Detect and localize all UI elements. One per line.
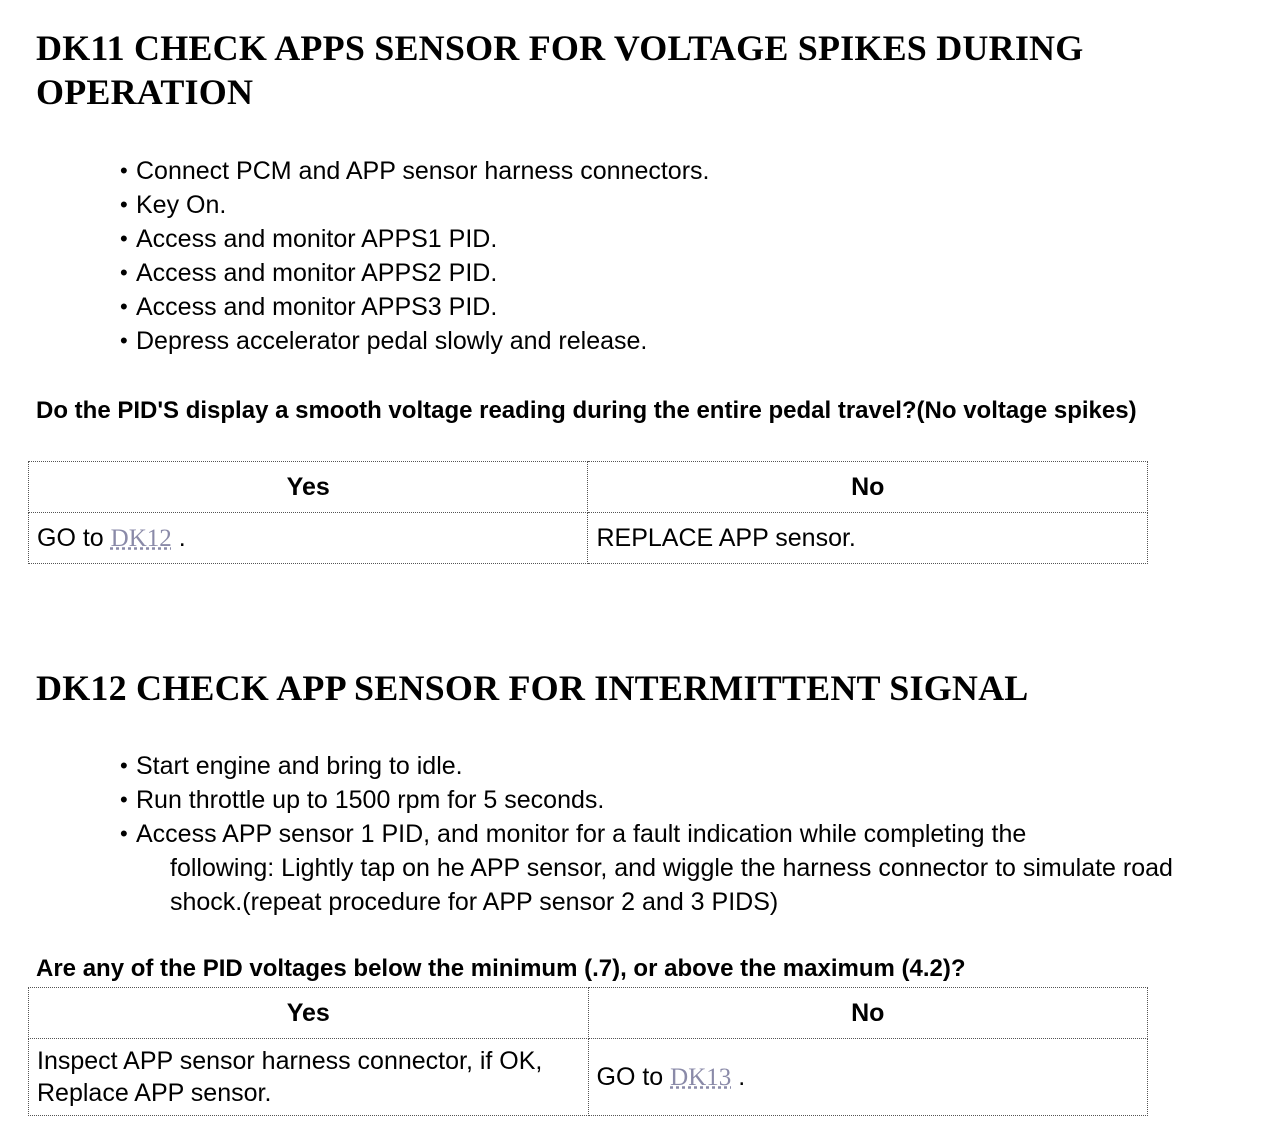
no-cell: REPLACE APP sensor. [588,513,1148,564]
bullet-icon: • [120,753,128,778]
section-title-dk12: DK12 CHECK APP SENSOR FOR INTERMITTENT SIGNAL [36,668,1029,708]
table-header-row [29,988,1148,1039]
bullet-icon: • [120,226,128,251]
bullet-icon: • [120,158,128,183]
list-item: • Key On. [118,188,1218,222]
list-item: • Access and monitor APPS1 PID. [118,222,1218,256]
link-dk12[interactable]: DK12 [110,524,172,552]
section-title-dk11: DK11 CHECK APPS SENSOR FOR VOLTAGE SPIKES DURING OPERATION [36,28,1084,112]
table-header-row [29,462,1148,513]
list-item: • Connect PCM and APP sensor harness connectors. [118,154,1218,188]
table-row [29,513,1148,564]
list-item: • Depress accelerator pedal slowly and release. [118,324,1218,358]
no-header: No [588,988,1147,1039]
no-cell: GO to DK13 . [588,1039,1147,1116]
table-row [29,1039,1148,1116]
list-item: • Start engine and bring to idle. [118,749,1238,783]
bullet-icon: • [120,192,128,217]
yes-cell: Inspect APP sensor harness connector, if OK, Replace APP sensor. [29,1039,589,1116]
yes-no-table-dk12 [28,987,1148,1116]
bullet-icon: • [120,294,128,319]
yes-no-table-dk11 [28,461,1148,564]
no-header: No [588,462,1148,513]
question-dk12: Are any of the PID voltages below the minimum (.7), or above the maximum (4.2)? [36,955,966,982]
list-item: • Run throttle up to 1500 rpm for 5 seconds. [118,783,1238,817]
step-list-dk11 [118,154,1218,358]
bullet-icon: • [120,787,128,812]
link-dk13[interactable]: DK13 [670,1063,732,1091]
bullet-icon: • [120,821,128,846]
yes-cell: GO to DK12 . [29,513,588,564]
bullet-icon: • [120,260,128,285]
question-dk11: Do the PID'S display a smooth voltage reading during the entire pedal travel?(No voltage spikes) [36,397,1137,424]
list-item: • Access APP sensor 1 PID, and monitor for a fault indication while completing the following: Lightly tap on he APP sensor, and wiggle the harness connector to simulate road shock.(repeat procedure for APP sensor 2 and 3 PIDS) [118,817,1238,919]
bullet-icon: • [120,328,128,353]
yes-header: Yes [29,462,588,513]
list-item: • Access and monitor APPS3 PID. [118,290,1218,324]
list-item: • Access and monitor APPS2 PID. [118,256,1218,290]
yes-header: Yes [29,988,589,1039]
step-continuation: following: Lightly tap on he APP sensor, and wiggle the harness connector to simulate road shock.(repeat procedure for APP sensor 2 and 3 PIDS) [170,854,1173,916]
step-list-dk12 [118,749,1238,919]
